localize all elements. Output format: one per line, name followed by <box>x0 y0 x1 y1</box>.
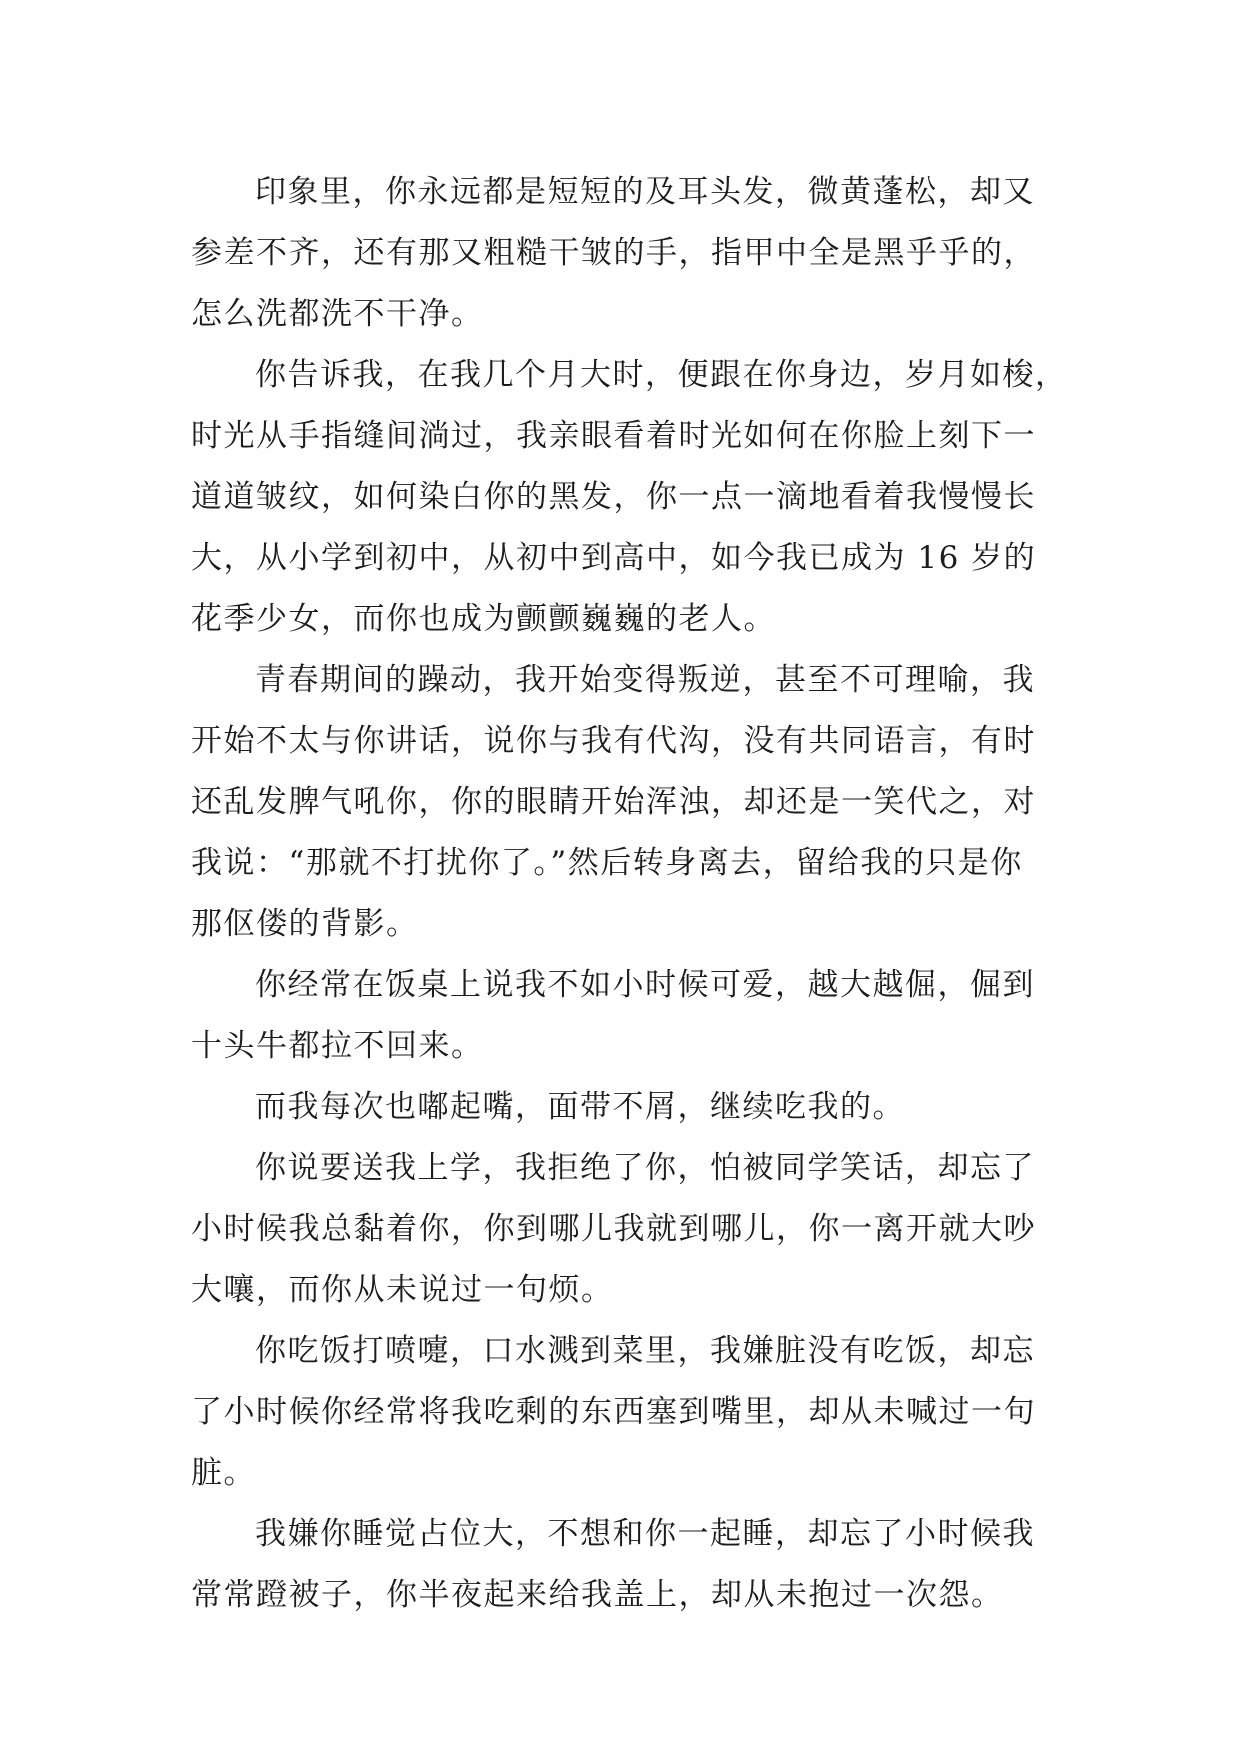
paragraph-line: 小时候我总黏着你，你到哪儿我就到哪儿，你一离开就大吵 <box>191 1211 1036 1247</box>
paragraph-line: 花季少女，而你也成为颤颤巍巍的老人。 <box>191 601 776 637</box>
paragraph-line: 开始不太与你讲话，说你与我有代沟，没有共同语言，有时 <box>191 723 1036 759</box>
paragraph-line: 你说要送我上学，我拒绝了你，怕被同学笑话，却忘了 <box>255 1150 1035 1186</box>
paragraph-line: 参差不齐，还有那又粗糙干皱的手，指甲中全是黑乎乎的， <box>191 235 1036 271</box>
paragraph-5 <box>191 1077 1061 1138</box>
paragraph-1 <box>191 162 1061 345</box>
paragraph-line: 时光从手指缝间淌过，我亲眼看着时光如何在你脸上刻下一 <box>191 418 1036 454</box>
paragraph-line: 印象里，你永远都是短短的及耳头发，微黄蓬松，却又 <box>255 174 1035 210</box>
document-body <box>191 162 1068 1626</box>
paragraph-line: 大，从小学到初中，从初中到高中，如今我已成为 16 岁的 <box>191 540 1037 576</box>
paragraph-2 <box>191 345 1068 650</box>
paragraph-line: 你吃饭打喷嚏，口水溅到菜里，我嫌脏没有吃饭，却忘 <box>255 1333 1035 1369</box>
paragraph-line: 那伛偻的背影。 <box>191 906 419 942</box>
paragraph-line: 怎么洗都洗不干净。 <box>191 296 484 332</box>
paragraph-7 <box>191 1321 1061 1504</box>
paragraph-8 <box>191 1504 1061 1626</box>
paragraph-line: 你告诉我，在我几个月大时，便跟在你身边，岁月如梭， <box>255 357 1068 393</box>
paragraph-6 <box>191 1138 1061 1321</box>
paragraph-3 <box>191 650 1061 955</box>
paragraph-line: 了小时候你经常将我吃剩的东西塞到嘴里，却从未喊过一句 <box>191 1394 1036 1430</box>
paragraph-line: 大嚷，而你从未说过一句烦。 <box>191 1272 614 1308</box>
paragraph-line: 你经常在饭桌上说我不如小时候可爱，越大越倔，倔到 <box>255 967 1035 1003</box>
paragraph-line: 常常蹬被子，你半夜起来给我盖上，却从未抱过一次怨。 <box>191 1577 1004 1613</box>
paragraph-line: 十头牛都拉不回来。 <box>191 1028 484 1064</box>
paragraph-4 <box>191 955 1061 1077</box>
paragraph-line: 而我每次也嘟起嘴，面带不屑，继续吃我的。 <box>255 1089 905 1125</box>
paragraph-line: 脏。 <box>191 1455 256 1491</box>
paragraph-line: 道道皱纹，如何染白你的黑发，你一点一滴地看着我慢慢长 <box>191 479 1036 515</box>
paragraph-line: 我说：“那就不打扰你了。”然后转身离去，留给我的只是你 <box>191 845 1023 881</box>
paragraph-line: 青春期间的躁动，我开始变得叛逆，甚至不可理喻，我 <box>255 662 1035 698</box>
paragraph-line: 我嫌你睡觉占位大，不想和你一起睡，却忘了小时候我 <box>255 1516 1035 1552</box>
paragraph-line: 还乱发脾气吼你，你的眼睛开始浑浊，却还是一笑代之，对 <box>191 784 1036 820</box>
